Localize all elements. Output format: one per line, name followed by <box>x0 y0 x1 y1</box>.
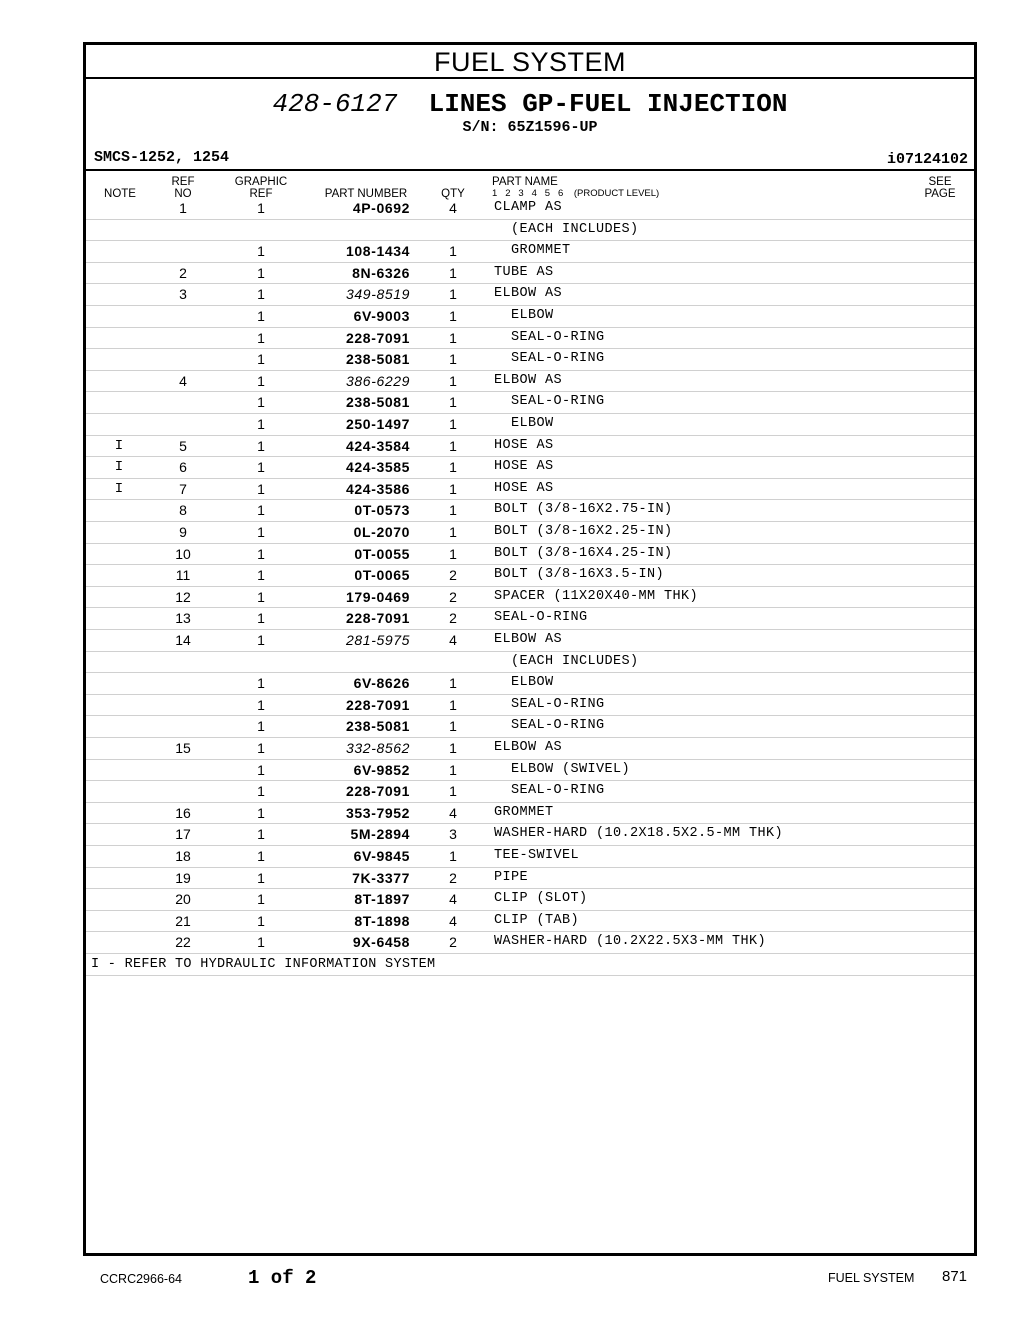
qty-cell: 2 <box>449 567 457 584</box>
part-name-cell: PIPE <box>494 869 529 885</box>
table-row <box>86 846 974 868</box>
part-name-cell: ELBOW <box>494 308 554 323</box>
part-name-cell: BOLT (3/8-16X3.5-IN) <box>494 567 665 583</box>
part-number-cell: 228-7091 <box>346 696 410 713</box>
qty-cell: 1 <box>449 351 457 368</box>
group-part-number: 428-6127 <box>272 89 398 119</box>
part-number-cell: 6V-9845 <box>353 848 410 864</box>
table-row <box>86 328 974 350</box>
part-name-cell: CLIP (SLOT) <box>494 891 588 907</box>
table-row <box>86 803 974 825</box>
table-row <box>86 436 974 458</box>
table-row <box>86 522 974 544</box>
table-row <box>86 738 974 760</box>
table-row <box>86 500 974 522</box>
footnote-row <box>86 954 974 976</box>
graphic-ref-cell: 1 <box>257 826 265 843</box>
qty-cell: 4 <box>449 891 457 908</box>
col-qty: QTY <box>441 188 465 200</box>
ref-no-cell: 1 <box>179 200 187 216</box>
graphic-ref-cell: 1 <box>257 351 265 368</box>
part-name-cell: SEAL-O-RING <box>494 610 588 626</box>
qty-cell: 1 <box>449 243 457 260</box>
col-see-top: SEE <box>928 176 952 188</box>
graphic-ref-cell: 1 <box>257 632 265 648</box>
table-row <box>86 284 974 306</box>
ref-no-cell: 5 <box>179 437 187 454</box>
ref-no-cell: 11 <box>175 567 191 584</box>
part-number-cell: 108-1434 <box>346 243 410 260</box>
table-row <box>86 565 974 587</box>
part-name-cell: WASHER-HARD (10.2X22.5X3-MM THK) <box>494 934 767 950</box>
part-number-cell: 349-8519 <box>346 286 410 303</box>
part-name-cell: (EACH INCLUDES) <box>494 653 639 669</box>
table-row <box>86 392 974 414</box>
graphic-ref-cell: 1 <box>257 524 265 540</box>
col-graphic-ref <box>226 176 296 200</box>
part-number-cell: 0T-0065 <box>354 567 410 584</box>
ref-no-cell: 18 <box>175 848 191 864</box>
graphic-ref-cell: 1 <box>257 545 265 562</box>
qty-cell: 1 <box>449 308 457 324</box>
part-name-cell: CLIP (TAB) <box>494 912 580 928</box>
qty-cell: 1 <box>449 480 457 497</box>
part-name-cell: ELBOW (SWIVEL) <box>494 761 631 777</box>
graphic-ref-cell: 1 <box>257 437 265 454</box>
part-name-cell: ELBOW AS <box>494 286 563 302</box>
qty-cell: 4 <box>449 200 457 216</box>
table-row <box>86 479 974 501</box>
part-number-cell: 228-7091 <box>346 610 410 627</box>
qty-cell: 1 <box>449 286 457 303</box>
part-number-cell: 7K-3377 <box>352 869 410 886</box>
qty-cell: 1 <box>449 696 457 713</box>
graphic-ref-cell: 1 <box>257 480 265 497</box>
part-name-cell: SEAL-O-RING <box>494 696 605 712</box>
table-row <box>86 889 974 911</box>
part-number-cell: 8T-1897 <box>354 891 410 908</box>
ref-no-cell: 20 <box>175 891 191 908</box>
table-row <box>86 911 974 933</box>
graphic-ref-cell: 1 <box>257 567 265 584</box>
footnote: I - REFER TO HYDRAULIC INFORMATION SYSTEM <box>91 957 436 972</box>
qty-cell: 1 <box>449 394 457 411</box>
table-row <box>86 241 974 263</box>
part-number-cell: 353-7952 <box>346 804 410 821</box>
part-number-cell: 4P-0692 <box>352 200 410 216</box>
table-row <box>86 760 974 782</box>
graphic-ref-cell: 1 <box>257 740 265 756</box>
part-number-cell: 6V-8626 <box>353 675 410 692</box>
graphic-ref-cell: 1 <box>257 848 265 864</box>
col-part-number: PART NUMBER <box>324 188 408 200</box>
qty-cell: 1 <box>449 264 457 281</box>
part-number-cell: 238-5081 <box>346 351 410 368</box>
ref-no-cell: 4 <box>179 372 187 389</box>
graphic-ref-cell: 1 <box>257 502 265 519</box>
part-number-cell: 386-6229 <box>346 372 410 389</box>
col-graphic-bottom: REF <box>249 188 273 200</box>
part-name-cell: ELBOW AS <box>494 372 563 388</box>
part-name-cell: SEAL-O-RING <box>494 718 605 734</box>
graphic-ref-cell: 1 <box>257 264 265 281</box>
table-row <box>86 198 974 220</box>
graphic-ref-cell: 1 <box>257 912 265 929</box>
col-ref-top: REF <box>171 176 195 188</box>
table-row <box>86 824 974 846</box>
table-row <box>86 695 974 717</box>
part-number-cell: 228-7091 <box>346 329 410 346</box>
part-name-cell: ELBOW AS <box>494 632 563 647</box>
footer-section: FUEL SYSTEM <box>828 1271 915 1285</box>
part-name-cell: ELBOW AS <box>494 740 563 755</box>
part-name-cell: BOLT (3/8-16X2.25-IN) <box>494 524 673 539</box>
document-id: CCRC2966-64 <box>100 1272 182 1286</box>
graphic-ref-cell: 1 <box>257 804 265 821</box>
qty-cell: 2 <box>449 610 457 627</box>
ref-no-cell: 2 <box>179 264 187 281</box>
table-row <box>86 652 974 674</box>
part-name-cell: HOSE AS <box>494 459 554 475</box>
part-name-cell: SEAL-O-RING <box>494 783 605 799</box>
graphic-ref-cell: 1 <box>257 394 265 411</box>
part-number-cell: 5M-2894 <box>350 826 410 843</box>
table-row <box>86 781 974 803</box>
table-row <box>86 608 974 630</box>
part-name-cell: BOLT (3/8-16X2.75-IN) <box>494 502 673 518</box>
graphic-ref-cell: 1 <box>257 610 265 627</box>
part-name-cell: BOLT (3/8-16X4.25-IN) <box>494 545 673 561</box>
qty-cell: 1 <box>449 545 457 562</box>
qty-cell: 1 <box>449 329 457 346</box>
graphic-ref-cell: 1 <box>257 696 265 713</box>
group-name: LINES GP-FUEL INJECTION <box>428 89 788 119</box>
section-title: FUEL SYSTEM <box>86 45 974 79</box>
qty-cell: 1 <box>449 459 457 476</box>
part-number-cell: 238-5081 <box>346 394 410 411</box>
part-number-cell: 8T-1898 <box>354 912 410 929</box>
note-cell: I <box>114 437 124 454</box>
qty-cell: 1 <box>449 740 457 756</box>
col-see-bottom: PAGE <box>924 188 956 200</box>
ref-no-cell: 19 <box>175 869 191 886</box>
qty-cell: 3 <box>449 826 457 843</box>
graphic-ref-cell: 1 <box>257 934 265 951</box>
part-name-cell: TUBE AS <box>494 264 554 280</box>
part-name-cell: GROMMET <box>494 243 571 259</box>
part-number-cell: 8N-6326 <box>352 264 410 281</box>
ref-no-cell: 22 <box>175 934 191 951</box>
part-name-cell: CLAMP AS <box>494 200 563 215</box>
table-row <box>86 716 974 738</box>
part-number-cell: 6V-9852 <box>353 761 410 778</box>
qty-cell: 1 <box>449 761 457 778</box>
table-row <box>86 587 974 609</box>
table-row <box>86 544 974 566</box>
table-row <box>86 220 974 242</box>
ref-no-cell: 17 <box>175 826 191 843</box>
table-row <box>86 306 974 328</box>
part-name-cell: SEAL-O-RING <box>494 329 605 345</box>
col-ref <box>166 176 200 200</box>
part-number-cell: 424-3586 <box>346 480 410 497</box>
qty-cell: 1 <box>449 524 457 540</box>
graphic-ref-cell: 1 <box>257 372 265 389</box>
page-number: 871 <box>942 1268 968 1285</box>
qty-cell: 2 <box>449 934 457 951</box>
ref-no-cell: 15 <box>175 740 191 756</box>
col-product-level: 1 2 3 4 5 6 (PRODUCT LEVEL) <box>492 188 660 199</box>
graphic-ref-cell: 1 <box>257 243 265 260</box>
page-of: 1 of 2 <box>248 1267 317 1289</box>
qty-cell: 1 <box>449 416 457 432</box>
graphic-ref-cell: 1 <box>257 308 265 324</box>
smcs-code: SMCS-1252, 1254 <box>94 149 230 166</box>
part-number-cell: 250-1497 <box>346 416 410 432</box>
ref-no-cell: 10 <box>175 545 191 562</box>
part-name-cell: SEAL-O-RING <box>494 351 605 367</box>
qty-cell: 4 <box>449 804 457 821</box>
part-number-cell: 424-3584 <box>346 437 410 454</box>
table-row <box>86 457 974 479</box>
ref-no-cell: 3 <box>179 286 187 303</box>
part-number-cell: 424-3585 <box>346 459 410 476</box>
graphic-ref-cell: 1 <box>257 675 265 692</box>
graphic-ref-cell: 1 <box>257 761 265 778</box>
graphic-ref-cell: 1 <box>257 891 265 908</box>
part-number-cell: 0T-0055 <box>354 545 410 562</box>
qty-cell: 1 <box>449 437 457 454</box>
ref-no-cell: 8 <box>179 502 187 519</box>
col-part-name-label: PART NAME <box>492 176 558 188</box>
table-row <box>86 673 974 695</box>
graphic-ref-cell: 1 <box>257 869 265 886</box>
table-row <box>86 414 974 436</box>
table-row <box>86 349 974 371</box>
part-number-cell: 0L-2070 <box>353 524 410 540</box>
part-name-cell: GROMMET <box>494 804 554 820</box>
graphic-ref-cell: 1 <box>257 588 265 605</box>
illustration-id: i07124102 <box>886 151 968 168</box>
table-row <box>86 932 974 954</box>
part-number-cell: 332-8562 <box>346 740 410 756</box>
ref-no-cell: 14 <box>175 632 191 648</box>
ref-no-cell: 6 <box>179 459 187 476</box>
qty-cell: 1 <box>449 502 457 519</box>
part-number-cell: 228-7091 <box>346 783 410 800</box>
part-number-cell: 281-5975 <box>346 632 410 648</box>
part-number-cell: 6V-9003 <box>353 308 410 324</box>
table-row <box>86 371 974 393</box>
part-name-cell: SEAL-O-RING <box>494 394 605 410</box>
part-name-cell: ELBOW <box>494 675 554 691</box>
part-name-cell: HOSE AS <box>494 480 554 496</box>
part-number-cell: 9X-6458 <box>352 934 410 951</box>
qty-cell: 4 <box>449 632 457 648</box>
qty-cell: 2 <box>449 869 457 886</box>
graphic-ref-cell: 1 <box>257 200 265 216</box>
col-part-name <box>492 176 752 200</box>
graphic-ref-cell: 1 <box>257 718 265 735</box>
part-name-cell: WASHER-HARD (10.2X18.5X2.5-MM THK) <box>494 826 784 842</box>
graphic-ref-cell: 1 <box>257 459 265 476</box>
graphic-ref-cell: 1 <box>257 416 265 432</box>
table-row <box>86 868 974 890</box>
part-name-cell: (EACH INCLUDES) <box>494 221 639 237</box>
part-name-cell: SPACER (11X20X40-MM THK) <box>494 588 699 604</box>
note-cell: I <box>114 459 124 476</box>
part-number-cell: 179-0469 <box>346 588 410 605</box>
col-graphic-top: GRAPHIC <box>234 176 288 188</box>
part-name-cell: TEE-SWIVEL <box>494 848 580 863</box>
qty-cell: 1 <box>449 675 457 692</box>
part-name-cell: HOSE AS <box>494 437 554 453</box>
ref-no-cell: 21 <box>175 912 191 929</box>
table-row <box>86 263 974 285</box>
header-divider <box>86 169 974 171</box>
ref-no-cell: 16 <box>175 804 191 821</box>
ref-no-cell: 12 <box>175 588 191 605</box>
graphic-ref-cell: 1 <box>257 329 265 346</box>
table-row <box>86 630 974 652</box>
col-note: NOTE <box>104 188 136 200</box>
note-cell: I <box>114 480 124 497</box>
graphic-ref-cell: 1 <box>257 286 265 303</box>
col-see-page <box>918 176 962 200</box>
part-name-cell: ELBOW <box>494 416 554 431</box>
parts-list-frame <box>83 42 977 1256</box>
graphic-ref-cell: 1 <box>257 783 265 800</box>
ref-no-cell: 13 <box>175 610 191 627</box>
group-title <box>86 89 974 119</box>
qty-cell: 2 <box>449 588 457 605</box>
col-ref-bottom: NO <box>174 188 192 200</box>
qty-cell: 1 <box>449 783 457 800</box>
part-number-cell: 0T-0573 <box>354 502 410 519</box>
part-number-cell: 238-5081 <box>346 718 410 735</box>
qty-cell: 1 <box>449 718 457 735</box>
ref-no-cell: 9 <box>179 524 187 540</box>
qty-cell: 1 <box>449 372 457 389</box>
qty-cell: 1 <box>449 848 457 864</box>
qty-cell: 4 <box>449 912 457 929</box>
ref-no-cell: 7 <box>179 480 187 497</box>
serial-number: S/N: 65Z1596-UP <box>462 119 598 136</box>
